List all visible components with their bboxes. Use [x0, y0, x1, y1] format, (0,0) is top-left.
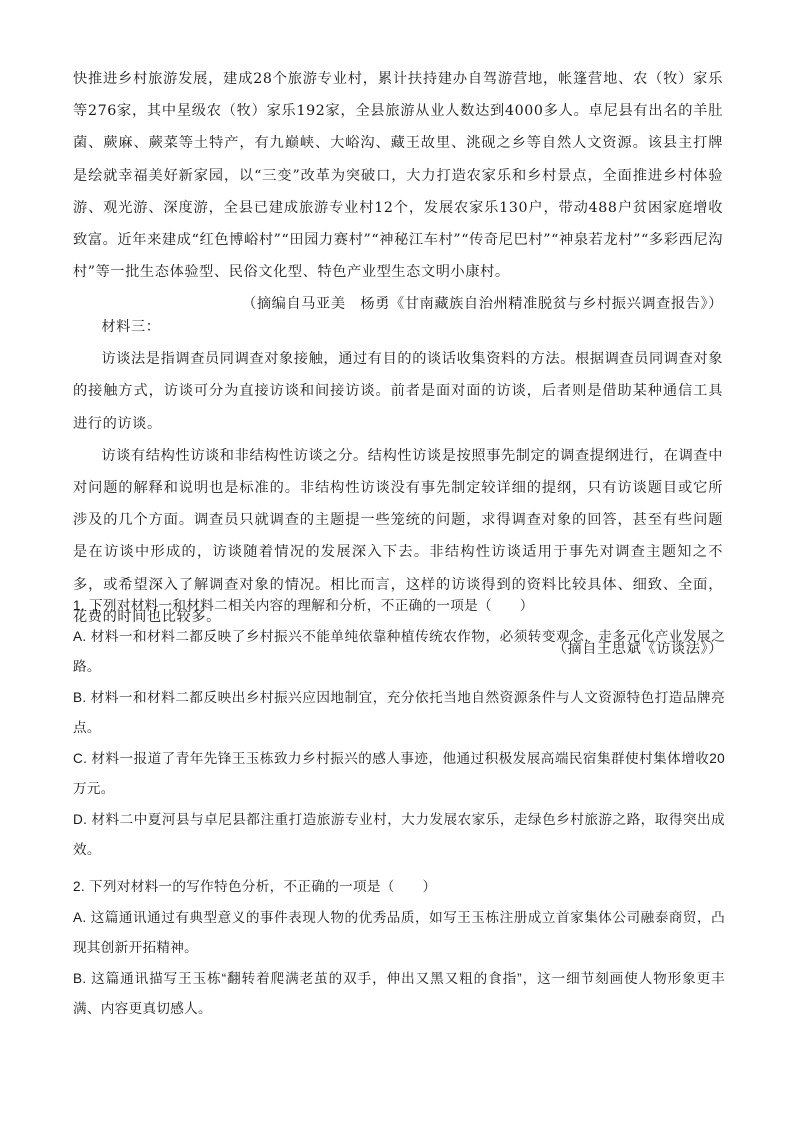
- question-1-option-b[interactable]: B. 材料一和材料二都反映出乡村振兴应因地制宜，充分依托当地自然资源条件与人文资源特色打造品牌亮点。: [73, 689, 725, 735]
- question-2: [73, 872, 725, 1025]
- material-two-paragraph: 快推进乡村旅游发展，建成28个旅游专业村，累计扶持建办自驾游营地，帐篷营地、农（牧）家乐等276家，其中星级农（牧）家乐192家，全县旅游从业人数达到4000多人。卓尼县有出名的羊肚菌、蕨麻、蕨菜等土特产，有九巅峡、大峪沟、藏王故里、洮砚之乡等自然人文资源。该县主打牌是绘就幸福美好新家园，以“三变”改革为突破口，大力打造农家乐和乡村景点，全面推进乡村体验游、观光游、深度游，全县已建成旅游专业村12个，发展农家乐130户，带动488户贫困家庭增收致富。近年来建成“红色博峪村”“田园力赛村”“神秘江车村”“传奇尼巴村”“神泉若龙村”“多彩西尼沟村”等一批生态体验型、民俗文化型、特色产业型生态文明小康村。: [73, 71, 723, 281]
- material-three-source: （摘自王思斌《访谈法》）: [552, 641, 723, 658]
- question-1-stem: 1. 下列对材料一和材料二相关内容的理解和分析，不正确的一项是（ ）: [73, 598, 534, 613]
- question-1: [73, 591, 725, 866]
- material-two-source: （摘编自马亚美 杨勇《甘南藏族自治州精准脱贫与乡村振兴调查报告》）: [242, 296, 723, 313]
- question-2-stem: 2. 下列对材料一的写作特色分析，不正确的一项是（ ）: [73, 879, 437, 894]
- question-1-option-a[interactable]: A. 材料一和材料二都反映了乡村振兴不能单纯依靠种植传统农作物，必须转变观念，走多元化产业发展之路。: [73, 628, 725, 674]
- material-two-continued: [73, 63, 723, 321]
- material-three-paragraph-2: 访谈有结构性访谈和非结构性访谈之分。结构性访谈是按照事先制定的调查提纲进行，在调查中对问题的解释和说明也是标准的。非结构性访谈没有事先制定较详细的提纲，只有访谈题目或它所涉及的几个方面。调查员只就调查的主题提一些笼统的问题，求得调查对象的回答，甚至有些问题是在访谈中形成的，访谈随着情况的发展深入下去。非结构性访谈适用于事先对调查主题知之不多，或希望深入了解调查对象的情况。相比而言，这样的访谈得到的资料比较具体、细致、全面，花费的时间也比较多。: [73, 447, 723, 625]
- question-2-option-b[interactable]: B. 这篇通讯描写王玉栋“翻转着爬满老茧的双手，伸出又黑又粗的食指”，这一细节刻画使人物形象更丰满、内容更真切感人。: [73, 970, 725, 1016]
- material-three-heading: 材料三：: [101, 319, 161, 335]
- material-three-paragraph-1: 访谈法是指调查员同调查对象接触，通过有目的的谈话收集资料的方法。根据调查员同调查对象的接触方式，访谈可分为直接访谈和间接访谈。前者是面对面的访谈，后者则是借助某种通信工具进行的访谈。: [73, 351, 723, 432]
- question-2-option-a[interactable]: A. 这篇通讯通过有典型意义的事件表现人物的优秀品质，如写王玉栋注册成立首家集体公司融泰商贸，凸现其创新开拓精神。: [73, 909, 725, 955]
- question-1-option-c[interactable]: C. 材料一报道了青年先锋王玉栋致力乡村振兴的感人事迹，他通过积极发展高端民宿集群使村集体增收20万元。: [73, 750, 725, 796]
- question-1-option-d[interactable]: D. 材料二中夏河县与卓尼县都注重打造旅游专业村，大力发展农家乐，走绿色乡村旅游之路，取得突出成效。: [73, 811, 725, 857]
